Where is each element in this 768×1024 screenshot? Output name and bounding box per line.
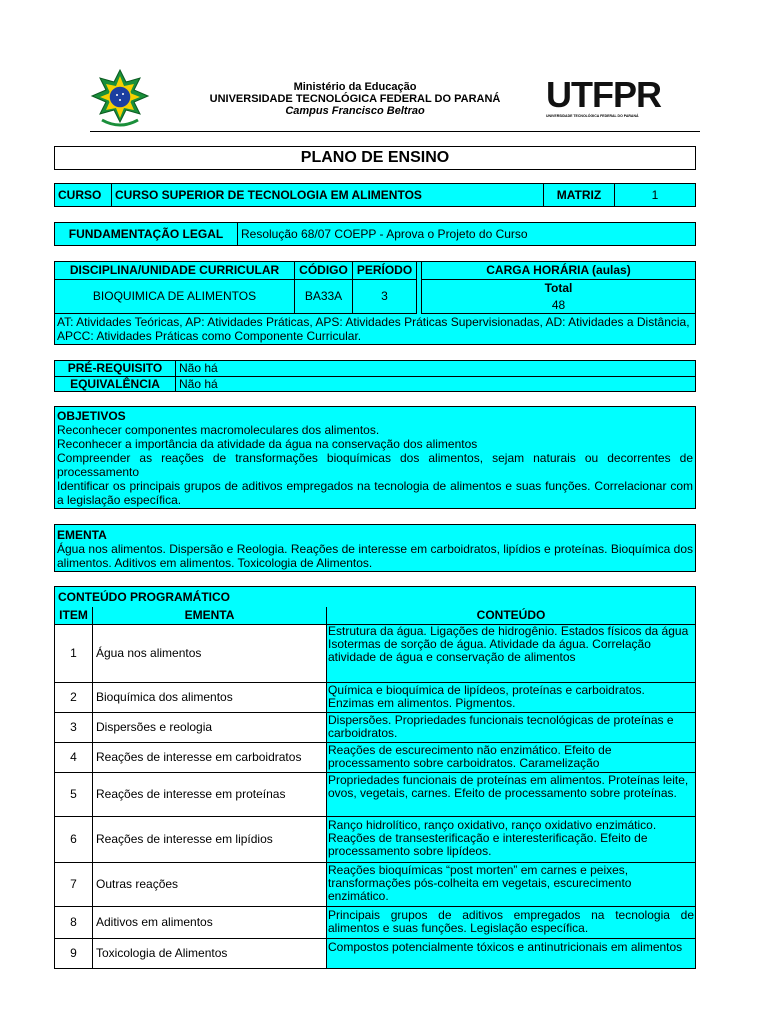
- table-row-item: 4: [55, 743, 93, 773]
- objetivo-item: Reconhecer componentes macromoleculares dos alimentos.: [57, 423, 380, 437]
- legenda-atividades: AT: Atividades Teóricas, AP: Atividades Práticas, APS: Atividades Práticas Supervisionadas, AD: Atividades a Distância, APCC: Atividades Práticas como Componente Curricular.: [57, 315, 690, 343]
- curso-value: CURSO SUPERIOR DE TECNOLOGIA EM ALIMENTOS: [115, 187, 422, 202]
- disciplina-periodo: 3: [353, 280, 417, 314]
- objetivos-section: [54, 406, 696, 509]
- disciplina-codigo: BA33A: [295, 280, 353, 314]
- prerequisito-label: PRÉ-REQUISITO: [55, 361, 176, 377]
- table-row-item: 7: [55, 863, 93, 907]
- table-row-ementa: Toxicologia de Alimentos: [93, 939, 327, 968]
- prerequisito-value: Não há: [176, 361, 695, 377]
- fundamentacao-value: Resolução 68/07 COEPP - Aprova o Projeto do Curso: [241, 226, 528, 241]
- ministry-name: Ministério da Educação: [293, 81, 417, 93]
- disciplina-table: [54, 261, 696, 345]
- table-row-conteudo: Ranço hidrolítico, ranço oxidativo, ranço oxidativo enzimático. Reações de transesterificação e interesterificação. Efeito de processamento sobre lipídeos.: [327, 817, 695, 863]
- table-row-item: 3: [55, 713, 93, 743]
- university-name: UNIVERSIDADE TECNOLÓGICA FEDERAL DO PARANÁ: [209, 93, 501, 105]
- header-divider: [90, 131, 700, 132]
- table-row-ementa: Dispersões e reologia: [93, 713, 327, 743]
- matriz-value: 1: [651, 187, 659, 202]
- conteudo-title: CONTEÚDO PROGRAMÁTICO: [55, 587, 695, 607]
- table-row-ementa: Reações de interesse em carboidratos: [93, 743, 327, 773]
- page-title: PLANO DE ENSINO: [54, 146, 696, 170]
- table-row-item: 2: [55, 683, 93, 713]
- matriz-label: MATRIZ: [543, 184, 615, 206]
- conteudo-table: [54, 586, 696, 969]
- table-row-item: 1: [55, 625, 93, 683]
- fundamentacao-label: FUNDAMENTAÇÃO LEGAL: [55, 223, 238, 245]
- table-row-ementa: Água nos alimentos: [93, 625, 327, 683]
- brazil-coat-of-arms-icon: [90, 68, 150, 130]
- table-row-item: 8: [55, 907, 93, 939]
- conteudo-header: CONTEÚDO: [327, 607, 695, 625]
- table-row-conteudo: Propriedades funcionais de proteínas em alimentos. Proteínas leite, ovos, vegetais, carnes. Efeito de processamento sobre proteínas.: [327, 773, 695, 817]
- curso-row: [54, 183, 696, 207]
- table-row-ementa: Bioquímica dos alimentos: [93, 683, 327, 713]
- utfpr-logo-subtitle: UNIVERSIDADE TECNOLÓGICA FEDERAL DO PARANÁ: [546, 114, 639, 118]
- codigo-header: CÓDIGO: [295, 262, 353, 280]
- utfpr-logo-text: UTFPR: [546, 74, 661, 115]
- table-row-ementa: Reações de interesse em proteínas: [93, 773, 327, 817]
- equivalencia-label: EQUIVALÊNCIA: [55, 377, 176, 391]
- carga-header: CARGA HORÁRIA (aulas): [421, 262, 695, 280]
- table-row-item: 9: [55, 939, 93, 968]
- table-row-item: 5: [55, 773, 93, 817]
- total-header: Total: [421, 280, 695, 297]
- table-row-conteudo: Reações de escurecimento não enzimático. Efeito de processamento sobre carboidratos. Caramelização: [327, 743, 695, 773]
- ementa-title: EMENTA: [57, 528, 107, 542]
- ementa-text: Água nos alimentos. Dispersão e Reologia. Reações de interesse em carboidratos, lipídios e proteínas. Bioquímica dos alimentos. Aditivos em alimentos. Toxicologia de Alimentos.: [57, 542, 693, 570]
- prerequisito-table: [54, 360, 696, 392]
- table-row-ementa: Aditivos em alimentos: [93, 907, 327, 939]
- table-row-conteudo: Estrutura da água. Ligações de hidrogênio. Estados físicos da água Isotermas de sorção de água. Atividade da água. Correlação atividade de água e conservação de alimentos: [327, 625, 695, 683]
- utfpr-logo: [546, 76, 670, 124]
- total-value: 48: [421, 297, 695, 314]
- ementa-section: [54, 524, 696, 572]
- equivalencia-value: Não há: [179, 377, 218, 391]
- ementa-header: EMENTA: [93, 607, 327, 625]
- disciplina-nome: BIOQUIMICA DE ALIMENTOS: [55, 280, 295, 314]
- campus-name: Campus Francisco Beltrao: [285, 105, 425, 117]
- curso-label: CURSO: [55, 184, 112, 206]
- objetivo-item: Compreender as reações de transformações bioquímicas dos alimentos, sejam naturais ou decorrentes de processamento: [57, 451, 693, 479]
- table-row-ementa: Reações de interesse em lipídios: [93, 817, 327, 863]
- table-row-conteudo: Reações bioquímicas “post morten” em carnes e peixes, transformações pós-colheita em vegetais, escurecimento enzimático.: [327, 863, 695, 907]
- objetivo-item: Reconhecer a importância da atividade da água na conservação dos alimentos: [57, 437, 478, 451]
- table-row-item: 6: [55, 817, 93, 863]
- table-row-conteudo: Principais grupos de aditivos empregados na tecnologia de alimentos e suas funções. Legislação específica.: [327, 907, 695, 939]
- fundamentacao-row: [54, 222, 696, 246]
- table-row-conteudo: Dispersões. Propriedades funcionais tecnológicas de proteínas e carboidratos.: [327, 713, 695, 743]
- objetivos-title: OBJETIVOS: [57, 409, 126, 423]
- item-header: ITEM: [55, 607, 93, 625]
- objetivo-item: Identificar os principais grupos de aditivos empregados na tecnologia de alimentos e suas funções. Correlacionar com a legislação específica.: [57, 479, 693, 507]
- disciplina-header: DISCIPLINA/UNIDADE CURRICULAR: [55, 262, 295, 280]
- periodo-header: PERÍODO: [353, 262, 417, 280]
- table-row-conteudo: Compostos potencialmente tóxicos e antinutricionais em alimentos: [327, 939, 695, 968]
- table-row-conteudo: Química e bioquímica de lipídeos, proteínas e carboidratos. Enzimas em alimentos. Pigmentos.: [327, 683, 695, 713]
- table-row-ementa: Outras reações: [93, 863, 327, 907]
